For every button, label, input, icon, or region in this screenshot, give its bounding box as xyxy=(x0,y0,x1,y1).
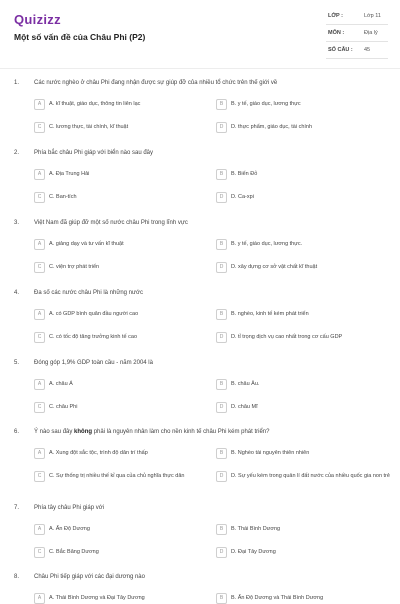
question-text-part: Ý nào sau đây xyxy=(34,429,75,435)
option-text: B. Thái Bình Dương xyxy=(231,526,281,532)
question-text-emphasis: không xyxy=(74,429,93,435)
option-text: B. y tế, giáo dục, lương thực. xyxy=(231,241,303,247)
option-text: B. y tế, giáo dục, lương thực xyxy=(231,101,301,107)
option-text: D. châu Mĩ xyxy=(231,404,258,410)
option-letter: B xyxy=(216,169,227,180)
option-letter: C xyxy=(34,402,45,413)
option-text: A. kĩ thuật, giáo dục, thông tin liên lạc xyxy=(49,101,141,107)
meta-row-class xyxy=(326,10,388,25)
option-text: C. Ban-tích xyxy=(49,194,77,200)
option-text: A. giảng dạy và tư vấn kĩ thuật xyxy=(49,241,124,247)
option-letter: C xyxy=(34,192,45,203)
option-letter: D xyxy=(216,547,227,558)
meta-value: Địa lý xyxy=(364,30,378,36)
option-letter: A xyxy=(34,379,45,390)
header-divider xyxy=(0,68,400,69)
option-text: B. châu Âu. xyxy=(231,381,260,387)
option-text: C. Sự thống trị nhiều thế kỉ qua của chủ nghĩa thực dân xyxy=(49,473,185,479)
question-number: 3. xyxy=(14,220,20,226)
meta-value: Lớp 11 xyxy=(364,13,381,19)
option-letter: C xyxy=(34,332,45,343)
option-text: A. Thái Bình Dương và Đại Tây Dương xyxy=(49,595,145,601)
question-number: 1. xyxy=(14,80,20,86)
option-text: B. nghèo, kinh tế kém phát triển xyxy=(231,311,309,317)
option-text: D. tỉ trọng dịch vụ cao nhất trong cơ cấu GDP xyxy=(231,334,343,340)
question-text: Các nước nghèo ở châu Phi đang nhận được sự giúp đỡ của nhiều tổ chức trên thế giới về xyxy=(34,80,278,86)
option-letter: A xyxy=(34,309,45,320)
option-letter: C xyxy=(34,471,45,482)
worksheet-title: Một số vấn đề của Châu Phi (P2) xyxy=(14,32,146,42)
meta-label: SỐ CÂU : xyxy=(328,47,353,53)
worksheet-header xyxy=(0,0,400,70)
question-number: 2. xyxy=(14,150,20,156)
question-text xyxy=(34,429,384,435)
option-text: A. Xung đột sắc tộc, trình độ dân trí thấp xyxy=(49,450,148,456)
option-letter: A xyxy=(34,593,45,604)
option-letter: C xyxy=(34,547,45,558)
option-text: D. Ca-xpi xyxy=(231,194,254,200)
option-letter: A xyxy=(34,524,45,535)
option-letter: C xyxy=(34,262,45,273)
option-text: C. châu Phi xyxy=(49,404,78,410)
option-text: A. Địa Trung Hải xyxy=(49,171,90,177)
question-number: 7. xyxy=(14,505,20,511)
question-text: Phía tây châu Phi giáp với xyxy=(34,505,104,511)
option-text: A. có GDP bình quân đầu người cao xyxy=(49,311,139,317)
option-letter: B xyxy=(216,239,227,250)
question-text: Đóng góp 1,9% GDP toàn cầu - năm 2004 là xyxy=(34,360,153,366)
option-text: C. lương thực, tài chính, kĩ thuật xyxy=(49,124,129,130)
option-letter: A xyxy=(34,448,45,459)
question-text: Việt Nam đã giúp đỡ một số nước châu Phi trong lĩnh vực xyxy=(34,220,188,226)
option-text: D. Sự yếu kém trong quản lí đất nước của nhiều quốc gia non trẻ xyxy=(231,473,390,479)
option-text: C. viện trợ phát triển xyxy=(49,264,100,270)
option-text: C. có tốc độ tăng trưởng kinh tế cao xyxy=(49,334,138,340)
option-letter: A xyxy=(34,169,45,180)
meta-value: 45 xyxy=(364,47,371,53)
option-letter: B xyxy=(216,593,227,604)
meta-row-subject xyxy=(326,27,388,42)
meta-box xyxy=(326,10,388,61)
option-text: B. Nghèo tài nguyên thiên nhiên xyxy=(231,450,310,456)
meta-label: MÔN : xyxy=(328,30,345,36)
option-letter: B xyxy=(216,524,227,535)
question-number: 6. xyxy=(14,429,20,435)
question-number: 8. xyxy=(14,574,20,580)
option-text: D. xây dựng cơ sở vật chất kĩ thuật xyxy=(231,264,318,270)
meta-row-count xyxy=(326,44,388,59)
option-letter: A xyxy=(34,99,45,110)
option-letter: B xyxy=(216,99,227,110)
question-text: Châu Phi tiếp giáp với các đại dương nào xyxy=(34,574,145,580)
question-number: 5. xyxy=(14,360,20,366)
meta-label: LỚP : xyxy=(328,13,343,19)
option-letter: D xyxy=(216,332,227,343)
option-letter: D xyxy=(216,262,227,273)
option-text: A. Ấn Độ Dương xyxy=(49,526,90,532)
question-number: 4. xyxy=(14,290,20,296)
option-text: B. Biển Đỏ xyxy=(231,171,258,177)
option-letter: B xyxy=(216,448,227,459)
question-text: Phía bắc châu Phi giáp với biển nào sau đây xyxy=(34,150,154,156)
option-letter: A xyxy=(34,239,45,250)
option-letter: D xyxy=(216,471,227,482)
quizizz-logo: Quizizz xyxy=(14,12,61,27)
option-letter: C xyxy=(34,122,45,133)
option-text: A. châu Á xyxy=(49,381,73,387)
option-letter: D xyxy=(216,192,227,203)
option-letter: B xyxy=(216,309,227,320)
option-text: D. Đại Tây Dương xyxy=(231,549,276,555)
option-text: C. Bắc Băng Dương xyxy=(49,549,99,555)
option-letter: D xyxy=(216,402,227,413)
option-text: D. thực phẩm, giáo dục, tài chính xyxy=(231,124,313,130)
option-letter: D xyxy=(216,122,227,133)
question-text-part: phải là nguyên nhân làm cho nền kinh tế châu Phi kém phát triển? xyxy=(92,429,270,435)
option-text: B. Ấn Độ Dương và Thái Bình Dương xyxy=(231,595,324,601)
question-text: Đa số các nước châu Phi là những nước xyxy=(34,290,143,296)
option-letter: B xyxy=(216,379,227,390)
